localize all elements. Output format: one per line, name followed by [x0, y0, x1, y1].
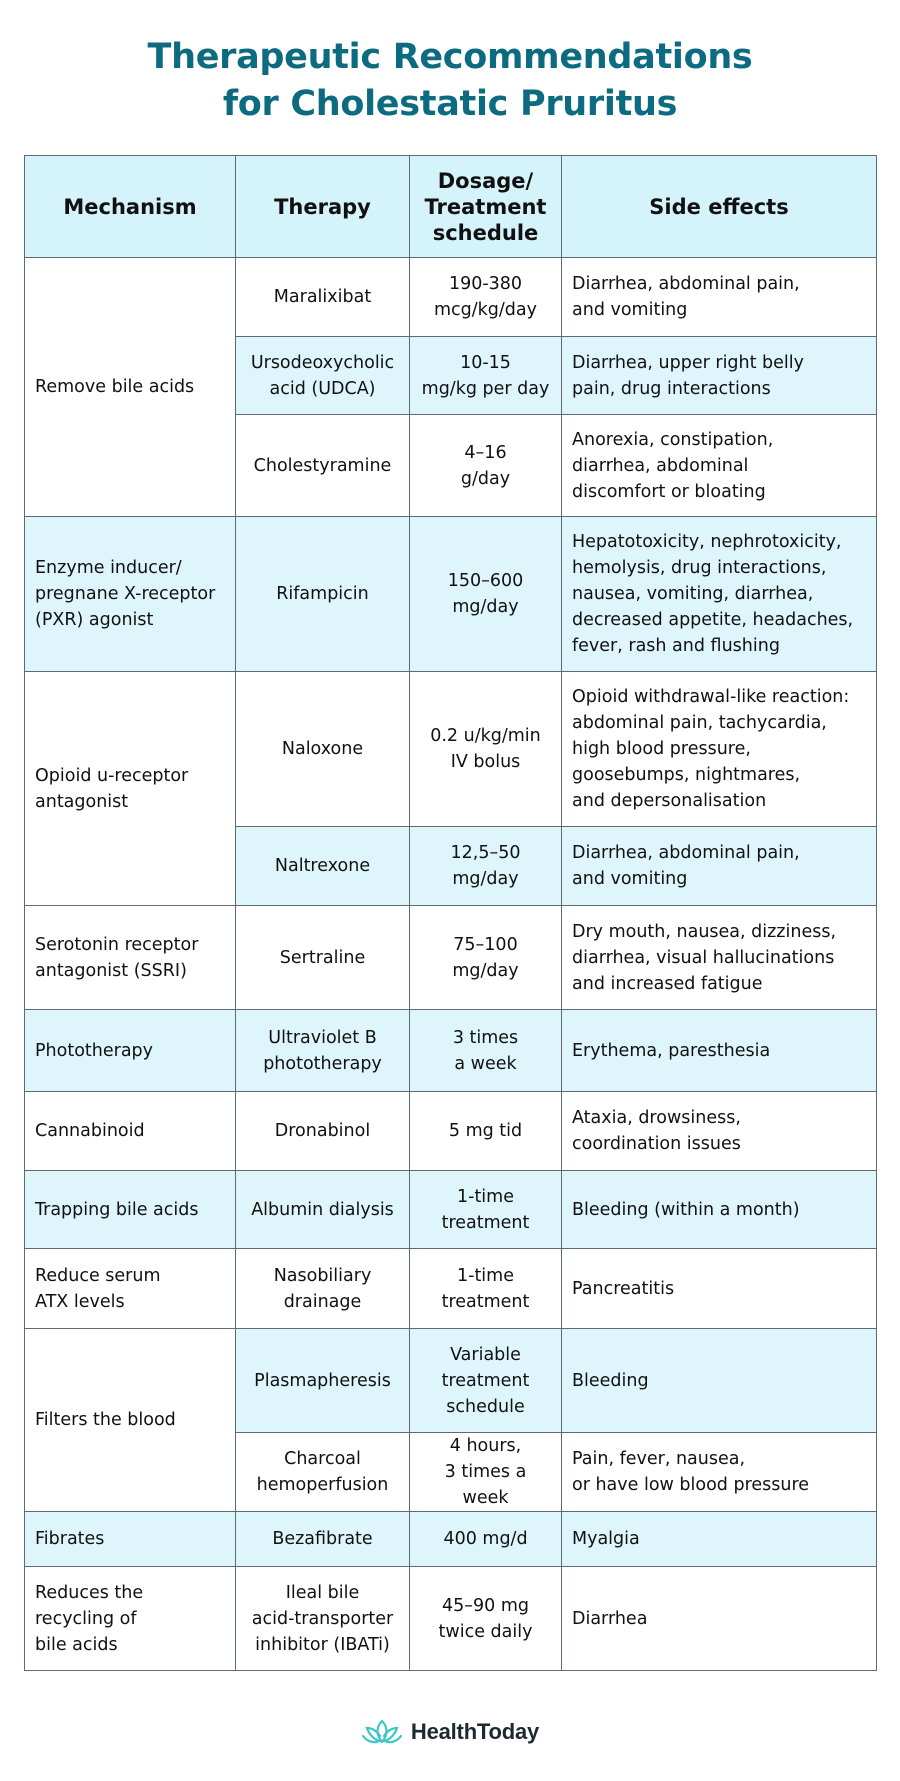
therapy-cell: Maralixibat [236, 258, 410, 337]
table-row [25, 517, 877, 672]
table-row [25, 1567, 877, 1671]
side-effects-cell: Diarrhea [562, 1567, 877, 1671]
header-side-effects: Side effects [562, 156, 877, 258]
therapy-cell: Naltrexone [236, 827, 410, 906]
dosage-cell: 12,5–50 mg/day [410, 827, 562, 906]
side-effects-cell: Diarrhea, upper right belly pain, drug interactions [562, 337, 877, 415]
dosage-cell: 190-380 mcg/kg/day [410, 258, 562, 337]
side-effects-cell: Myalgia [562, 1512, 877, 1567]
dosage-cell: Variable treatment schedule [410, 1329, 562, 1433]
dosage-cell: 45–90 mg twice daily [410, 1567, 562, 1671]
mechanism-cell: Enzyme inducer/ pregnane X-receptor (PXR) agonist [25, 517, 236, 672]
therapy-cell: Dronabinol [236, 1092, 410, 1171]
mechanism-cell: Reduces the recycling of bile acids [25, 1567, 236, 1671]
recommendations-table [24, 155, 877, 1671]
header-therapy: Therapy [236, 156, 410, 258]
table-row [25, 258, 877, 337]
mechanism-cell: Cannabinoid [25, 1092, 236, 1171]
side-effects-cell: Ataxia, drowsiness, coordination issues [562, 1092, 877, 1171]
side-effects-cell: Pancreatitis [562, 1249, 877, 1329]
side-effects-cell: Bleeding (within a month) [562, 1171, 877, 1249]
therapy-cell: Nasobiliary drainage [236, 1249, 410, 1329]
dosage-cell: 0.2 u/kg/min IV bolus [410, 672, 562, 827]
therapy-cell: Bezafibrate [236, 1512, 410, 1567]
title-line-2: for Cholestatic Pruritus [222, 84, 678, 124]
title-line-1: Therapeutic Recommendations [147, 37, 753, 77]
side-effects-cell: Diarrhea, abdominal pain, and vomiting [562, 258, 877, 337]
dosage-cell: 75–100 mg/day [410, 906, 562, 1010]
therapy-cell: Rifampicin [236, 517, 410, 672]
dosage-cell: 1-time treatment [410, 1171, 562, 1249]
mechanism-cell: Trapping bile acids [25, 1171, 236, 1249]
therapy-cell: Cholestyramine [236, 415, 410, 517]
table-row [25, 906, 877, 1010]
table-row [25, 1512, 877, 1567]
mechanism-cell: Opioid u-receptor antagonist [25, 672, 236, 906]
brand-logo [0, 1712, 900, 1752]
table-header-row [25, 156, 877, 258]
header-mechanism: Mechanism [25, 156, 236, 258]
mechanism-cell: Phototherapy [25, 1010, 236, 1092]
side-effects-cell: Diarrhea, abdominal pain, and vomiting [562, 827, 877, 906]
therapy-cell: Sertraline [236, 906, 410, 1010]
table-row [25, 1010, 877, 1092]
therapy-cell: Albumin dialysis [236, 1171, 410, 1249]
side-effects-cell: Pain, fever, nausea, or have low blood pressure [562, 1433, 877, 1512]
therapy-cell: Ileal bile acid-transporter inhibitor (IBATi) [236, 1567, 410, 1671]
page-title [0, 34, 900, 128]
header-dosage: Dosage/ Treatment schedule [410, 156, 562, 258]
mechanism-cell: Filters the blood [25, 1329, 236, 1512]
side-effects-cell: Erythema, paresthesia [562, 1010, 877, 1092]
therapy-cell: Ursodeoxycholic acid (UDCA) [236, 337, 410, 415]
table-row [25, 1171, 877, 1249]
side-effects-cell: Anorexia, constipation, diarrhea, abdominal discomfort or bloating [562, 415, 877, 517]
mechanism-cell: Serotonin receptor antagonist (SSRI) [25, 906, 236, 1010]
therapy-cell: Ultraviolet B phototherapy [236, 1010, 410, 1092]
dosage-cell: 5 mg tid [410, 1092, 562, 1171]
mechanism-cell: Reduce serum ATX levels [25, 1249, 236, 1329]
side-effects-cell: Hepatotoxicity, nephrotoxicity, hemolysis, drug interactions, nausea, vomiting, diarrhea, decreased appetite, headaches, fever, rash and flushing [562, 517, 877, 672]
table-row [25, 1249, 877, 1329]
lotus-icon [361, 1718, 403, 1746]
dosage-cell: 1-time treatment [410, 1249, 562, 1329]
dosage-cell: 400 mg/d [410, 1512, 562, 1567]
side-effects-cell: Bleeding [562, 1329, 877, 1433]
mechanism-cell: Fibrates [25, 1512, 236, 1567]
therapy-cell: Naloxone [236, 672, 410, 827]
dosage-cell: 10-15 mg/kg per day [410, 337, 562, 415]
dosage-cell: 4–16 g/day [410, 415, 562, 517]
table-row [25, 1092, 877, 1171]
dosage-cell: 150–600 mg/day [410, 517, 562, 672]
brand-name: HealthToday [410, 1719, 540, 1744]
dosage-cell: 4 hours, 3 times a week [410, 1433, 562, 1512]
dosage-cell: 3 times a week [410, 1010, 562, 1092]
side-effects-cell: Dry mouth, nausea, dizziness, diarrhea, visual hallucinations and increased fatigue [562, 906, 877, 1010]
table-row [25, 672, 877, 827]
therapy-cell: Plasmapheresis [236, 1329, 410, 1433]
therapy-cell: Charcoal hemoperfusion [236, 1433, 410, 1512]
side-effects-cell: Opioid withdrawal-like reaction: abdominal pain, tachycardia, high blood pressure, goosebumps, nightmares, and depersonalisation [562, 672, 877, 827]
table-row [25, 1329, 877, 1433]
mechanism-cell: Remove bile acids [25, 258, 236, 517]
